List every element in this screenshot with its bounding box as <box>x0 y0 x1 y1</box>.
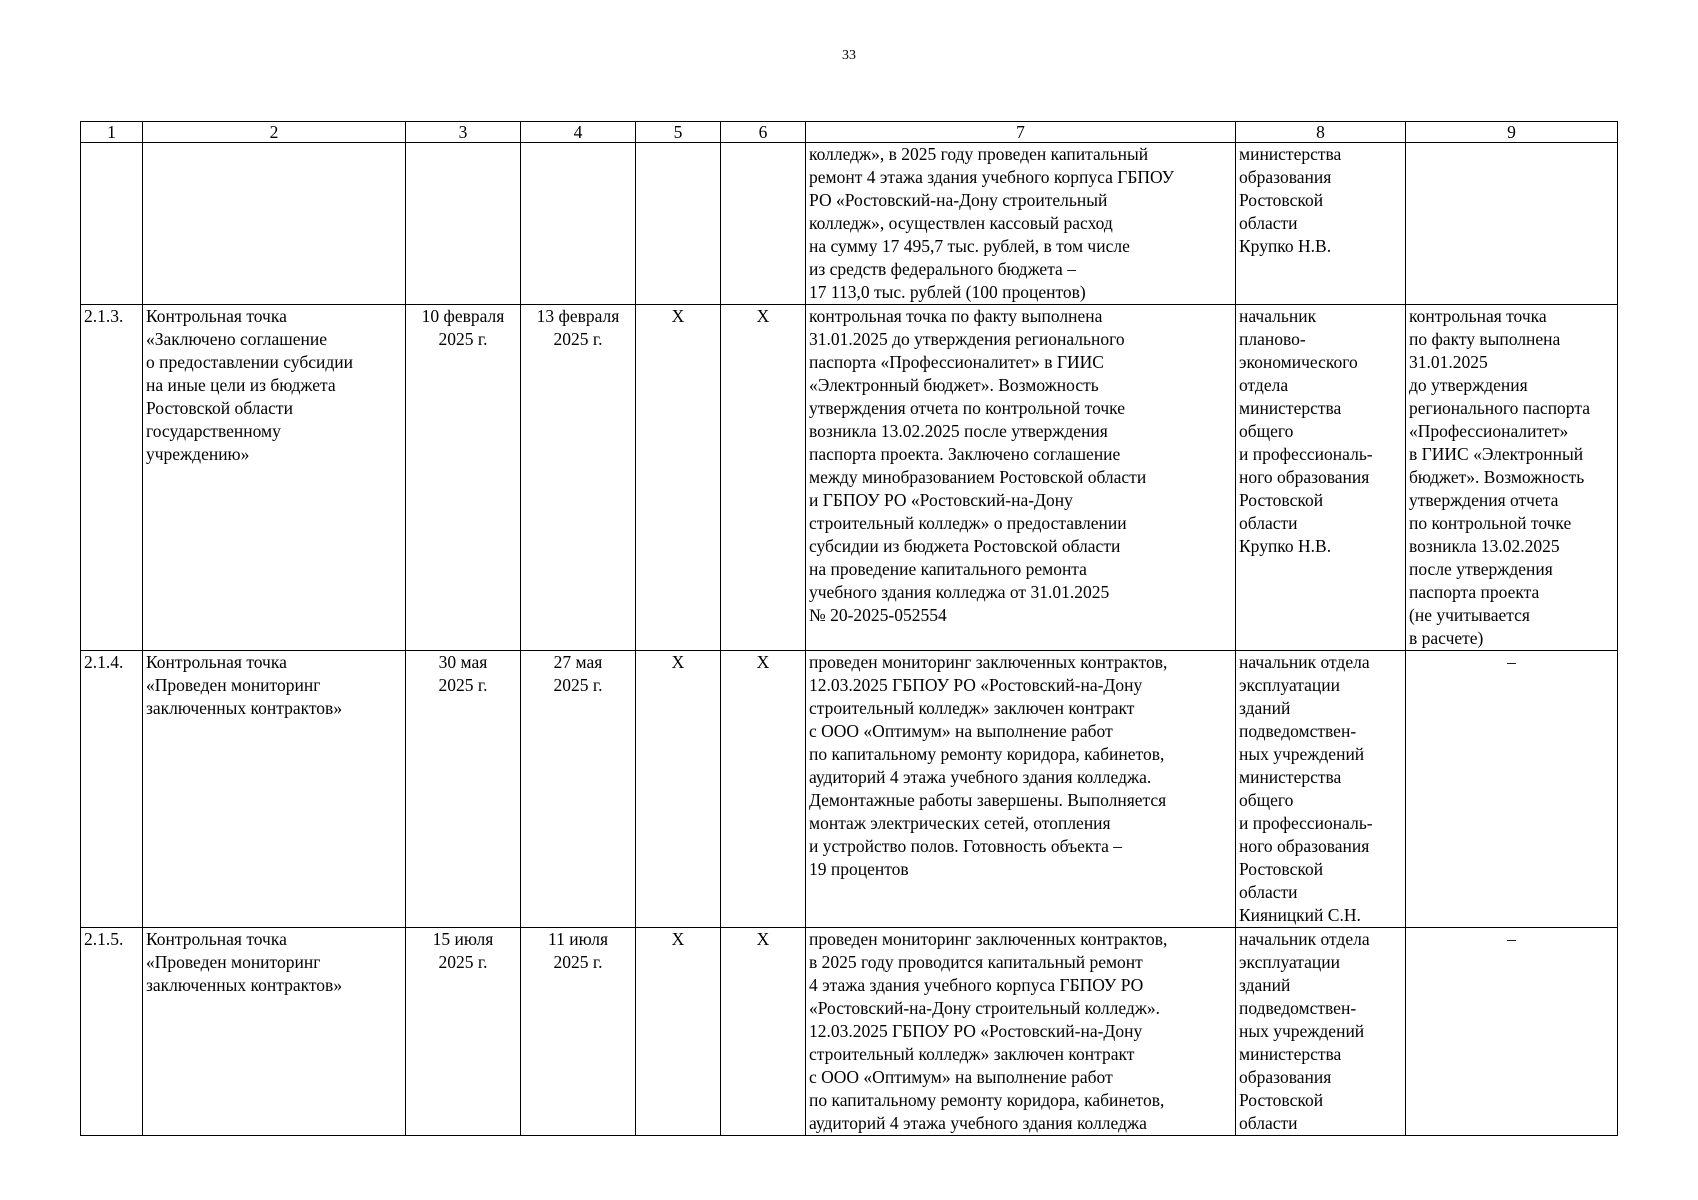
col5-cell: Х <box>636 928 721 1136</box>
event-name-cell: Контрольная точка «Проведен мониторинг заключенных контрактов» <box>143 928 406 1136</box>
header-cell: 9 <box>1406 122 1618 143</box>
actual-date-cell: 13 февраля 2025 г. <box>521 305 636 651</box>
row-number-cell: 2.1.3. <box>81 305 143 651</box>
col5-cell <box>636 143 721 305</box>
event-name-cell: Контрольная точка «Заключено соглашение о предоставлении субсидии на иные цели из бюджета Ростовской области государственному учреждению» <box>143 305 406 651</box>
responsible-cell: начальник планово- экономического отдела министерства общего и профессиональ- ного образования Ростовской области Крупко Н.В. <box>1236 305 1406 651</box>
table-row <box>81 928 1618 1136</box>
header-cell: 7 <box>806 122 1236 143</box>
page-number: 33 <box>842 48 856 63</box>
col5-cell: Х <box>636 305 721 651</box>
header-cell: 5 <box>636 122 721 143</box>
col6-cell: Х <box>721 928 806 1136</box>
table-row <box>81 143 1618 305</box>
header-row <box>81 122 1618 143</box>
table-row <box>81 651 1618 928</box>
col6-cell: Х <box>721 651 806 928</box>
header-cell: 6 <box>721 122 806 143</box>
report-table <box>80 121 1618 1136</box>
header-cell: 8 <box>1236 122 1406 143</box>
actual-date-cell: 11 июля 2025 г. <box>521 928 636 1136</box>
header-cell: 4 <box>521 122 636 143</box>
col5-cell: Х <box>636 651 721 928</box>
plan-date-cell <box>406 143 521 305</box>
header-cell: 1 <box>81 122 143 143</box>
note-cell <box>1406 143 1618 305</box>
result-cell: проведен мониторинг заключенных контрактов, в 2025 году проводится капитальный ремонт 4 этажа здания учебного корпуса ГБПОУ РО «Ростовский-на-Дону строительный колледж». 12.03.2025 ГБПОУ РО «Ростовский-на-Дону строительный колледж» заключен контракт с ООО «Оптимум» на выполнение работ по капитальному ремонту коридора, кабинетов, аудиторий 4 этажа учебного здания колледжа <box>806 928 1236 1136</box>
actual-date-cell <box>521 143 636 305</box>
plan-date-cell: 30 мая 2025 г. <box>406 651 521 928</box>
responsible-cell: начальник отдела эксплуатации зданий подведомствен- ных учреждений министерства общего и профессиональ- ного образования Ростовской области Кияницкий С.Н. <box>1236 651 1406 928</box>
col6-cell: Х <box>721 305 806 651</box>
note-cell: – <box>1406 651 1618 928</box>
result-cell: контрольная точка по факту выполнена 31.01.2025 до утверждения регионального паспорта «Профессионалитет» в ГИИС «Электронный бюджет». Возможность утверждения отчета по контрольной точке возникла 13.02.2025 после утверждения паспорта проекта. Заключено соглашение между минобразованием Ростовской области и ГБПОУ РО «Ростовский-на-Дону строительный колледж» о предоставлении субсидии из бюджета Ростовской области на проведение капитального ремонта учебного здания колледжа от 31.01.2025 № 20-2025-052554 <box>806 305 1236 651</box>
result-cell: проведен мониторинг заключенных контрактов, 12.03.2025 ГБПОУ РО «Ростовский-на-Дону строительный колледж» заключен контракт с ООО «Оптимум» на выполнение работ по капитальному ремонту коридора, кабинетов, аудиторий 4 этажа учебного здания колледжа. Демонтажные работы завершены. Выполняется монтаж электрических сетей, отопления и устройство полов. Готовность объекта – 19 процентов <box>806 651 1236 928</box>
row-number-cell: 2.1.5. <box>81 928 143 1136</box>
header-cell: 3 <box>406 122 521 143</box>
responsible-cell: министерства образования Ростовской области Крупко Н.В. <box>1236 143 1406 305</box>
table-row <box>81 305 1618 651</box>
note-cell: – <box>1406 928 1618 1136</box>
col6-cell <box>721 143 806 305</box>
event-name-cell <box>143 143 406 305</box>
note-cell: контрольная точка по факту выполнена 31.01.2025 до утверждения регионального паспорта «Профессионалитет» в ГИИС «Электронный бюджет». Возможность утверждения отчета по контрольной точке возникла 13.02.2025 после утверждения паспорта проекта (не учитывается в расчете) <box>1406 305 1618 651</box>
row-number-cell: 2.1.4. <box>81 651 143 928</box>
event-name-cell: Контрольная точка «Проведен мониторинг заключенных контрактов» <box>143 651 406 928</box>
row-number-cell <box>81 143 143 305</box>
plan-date-cell: 15 июля 2025 г. <box>406 928 521 1136</box>
responsible-cell: начальник отдела эксплуатации зданий подведомствен- ных учреждений министерства образования Ростовской области <box>1236 928 1406 1136</box>
header-cell: 2 <box>143 122 406 143</box>
actual-date-cell: 27 мая 2025 г. <box>521 651 636 928</box>
result-cell: колледж», в 2025 году проведен капитальный ремонт 4 этажа здания учебного корпуса ГБПОУ РО «Ростовский-на-Дону строительный колледж», осуществлен кассовый расход на сумму 17 495,7 тыс. рублей, в том числе из средств федерального бюджета – 17 113,0 тыс. рублей (100 процентов) <box>806 143 1236 305</box>
plan-date-cell: 10 февраля 2025 г. <box>406 305 521 651</box>
